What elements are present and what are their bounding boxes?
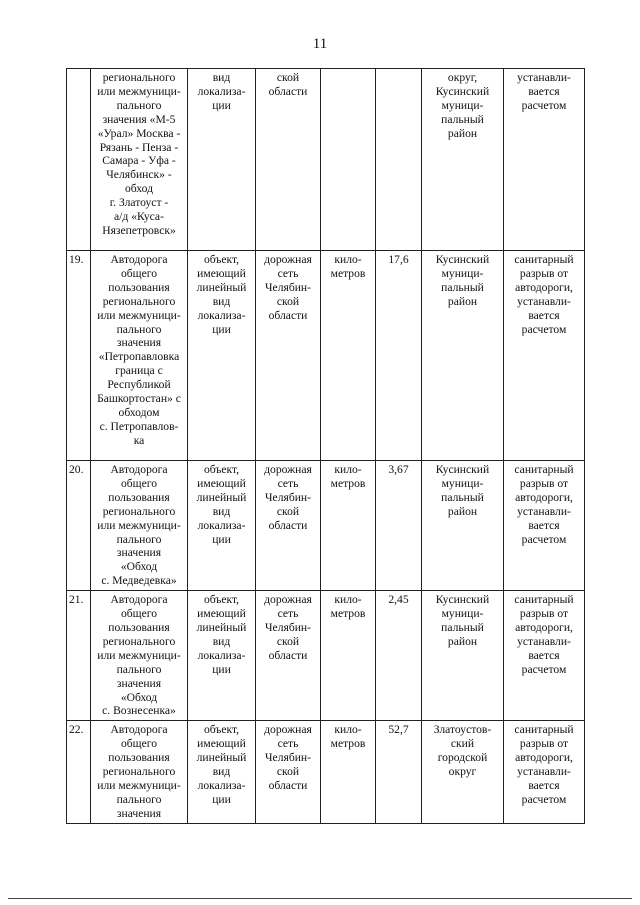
road-name-cell: Автодорога общего пользования регионального или межмуници- пального значения (91, 721, 188, 823)
length-cell: 17,6 (376, 251, 422, 461)
length-cell: 2,45 (376, 591, 422, 721)
road-name-cell: регионального или межмуници- пального значения «М-5 «Урал» Москва - Рязань - Пенза - Самара - Уфа - Челябинск» - обход г. Златоуст - а/д «Куса- Нязепетровск» (91, 69, 188, 251)
road-network-cell: дорожная сеть Челябин- ской области (256, 591, 321, 721)
road-name-cell: Автодорога общего пользования регионального или межмуници- пального значения «Обход с. Вознесенка» (91, 591, 188, 721)
object-kind-cell: объект, имеющий линейный вид локализа- ции (188, 251, 256, 461)
object-kind-cell: объект, имеющий линейный вид локализа- ции (188, 591, 256, 721)
table-row (67, 591, 585, 721)
row-number-cell (67, 69, 91, 251)
objects-table (66, 68, 585, 824)
object-kind-cell: объект, имеющий линейный вид локализа- ции (188, 461, 256, 591)
territory-cell: Кусинский муници- пальный район (422, 591, 504, 721)
table-body (67, 69, 585, 824)
road-name-cell: Автодорога общего пользования регионального или межмуници- пального значения «Петропавловка граница с Республикой Башкортостан» с обходом с. Петропавлов- ка (91, 251, 188, 461)
zone-cell: санитарный разрыв от автодороги, устанавли- вается расчетом (504, 251, 585, 461)
row-number-cell: 21. (67, 591, 91, 721)
table-row (67, 69, 585, 251)
territory-cell: округ, Кусинский муници- пальный район (422, 69, 504, 251)
object-kind-cell: объект, имеющий линейный вид локализа- ции (188, 721, 256, 823)
unit-cell: кило- метров (321, 461, 376, 591)
road-network-cell: дорожная сеть Челябин- ской области (256, 461, 321, 591)
unit-cell: кило- метров (321, 721, 376, 823)
row-number-cell: 19. (67, 251, 91, 461)
table-row (67, 251, 585, 461)
bottom-rule (8, 898, 632, 899)
unit-cell (321, 69, 376, 251)
unit-cell: кило- метров (321, 591, 376, 721)
territory-cell: Златоустов- ский городской округ (422, 721, 504, 823)
road-network-cell: ской области (256, 69, 321, 251)
unit-cell: кило- метров (321, 251, 376, 461)
territory-cell: Кусинский муници- пальный район (422, 251, 504, 461)
zone-cell: санитарный разрыв от автодороги, устанавли- вается расчетом (504, 591, 585, 721)
table-row (67, 721, 585, 823)
zone-cell: устанавли- вается расчетом (504, 69, 585, 251)
table-row (67, 461, 585, 591)
row-number-cell: 20. (67, 461, 91, 591)
page-number: 11 (312, 36, 328, 52)
zone-cell: санитарный разрыв от автодороги, устанавли- вается расчетом (504, 461, 585, 591)
length-cell: 52,7 (376, 721, 422, 823)
length-cell (376, 69, 422, 251)
territory-cell: Кусинский муници- пальный район (422, 461, 504, 591)
road-network-cell: дорожная сеть Челябин- ской области (256, 721, 321, 823)
zone-cell: санитарный разрыв от автодороги, устанавли- вается расчетом (504, 721, 585, 823)
road-network-cell: дорожная сеть Челябин- ской области (256, 251, 321, 461)
row-number-cell: 22. (67, 721, 91, 823)
length-cell: 3,67 (376, 461, 422, 591)
object-kind-cell: вид локализа- ции (188, 69, 256, 251)
road-name-cell: Автодорога общего пользования регионального или межмуници- пального значения «Обход с. Медведевка» (91, 461, 188, 591)
